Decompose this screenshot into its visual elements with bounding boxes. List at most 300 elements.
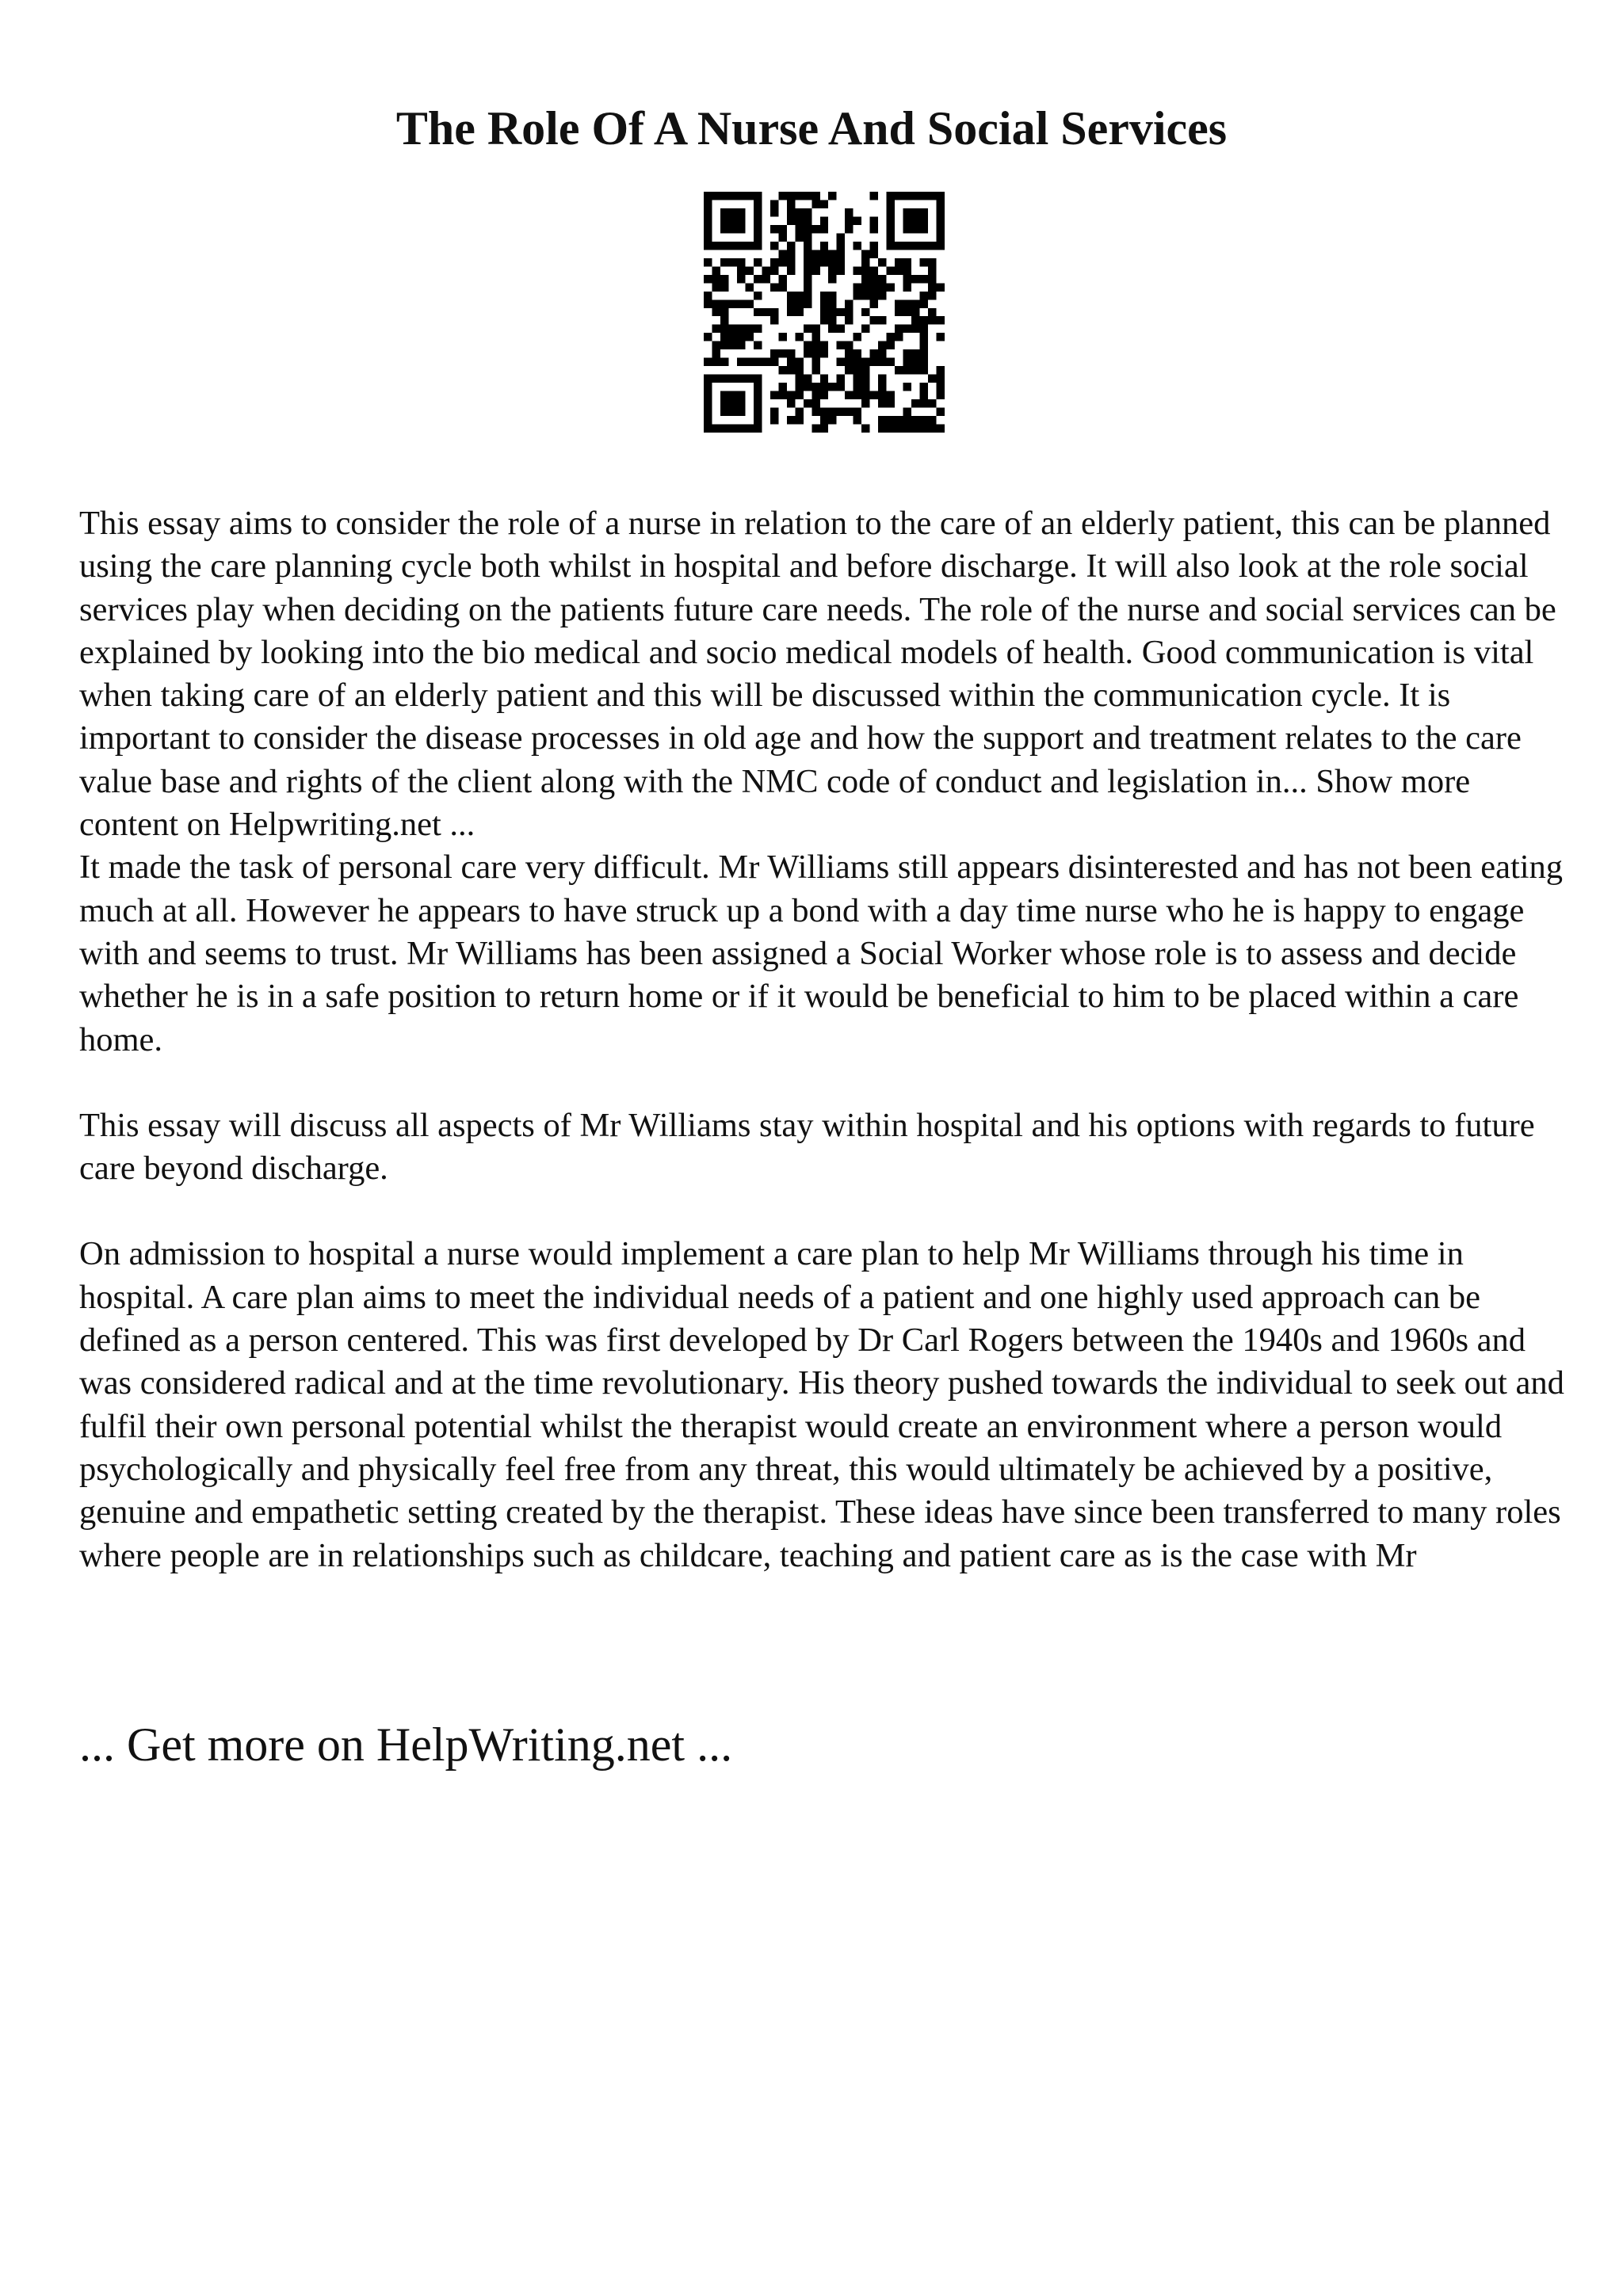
qr-module xyxy=(712,192,720,200)
qr-module xyxy=(828,325,836,333)
qr-module xyxy=(762,358,769,366)
qr-module xyxy=(737,208,745,216)
qr-module xyxy=(903,325,911,333)
qr-module xyxy=(878,316,886,324)
qr-module xyxy=(754,208,762,216)
qr-module xyxy=(745,283,753,291)
qr-module xyxy=(937,316,945,324)
qr-module xyxy=(720,208,728,216)
qr-module xyxy=(928,292,936,299)
qr-module xyxy=(820,341,828,349)
qr-module xyxy=(704,208,712,216)
qr-module xyxy=(754,308,762,316)
qr-module xyxy=(704,233,712,241)
qr-module xyxy=(728,216,736,224)
qr-module xyxy=(754,358,762,366)
qr-module xyxy=(720,316,728,324)
qr-module xyxy=(812,333,819,341)
qr-module xyxy=(704,358,712,366)
qr-module xyxy=(720,258,728,266)
qr-module xyxy=(804,375,812,383)
qr-module xyxy=(845,225,853,233)
qr-module xyxy=(820,391,828,399)
qr-module xyxy=(878,283,886,291)
qr-module xyxy=(920,399,928,407)
qr-module xyxy=(920,299,928,307)
qr-module xyxy=(903,258,911,266)
qr-module xyxy=(928,192,936,200)
qr-module xyxy=(861,258,869,266)
qr-module xyxy=(720,391,728,399)
qr-module xyxy=(720,192,728,200)
qr-module xyxy=(887,208,895,216)
qr-module xyxy=(861,366,869,374)
qr-module xyxy=(903,283,911,291)
qr-module xyxy=(854,366,861,374)
qr-module xyxy=(920,325,928,333)
qr-module xyxy=(820,408,828,416)
qr-module xyxy=(903,349,911,357)
qr-module xyxy=(762,275,769,283)
qr-module xyxy=(861,358,869,366)
qr-module xyxy=(778,233,786,241)
qr-module xyxy=(728,341,736,349)
qr-module xyxy=(878,275,886,283)
qr-module xyxy=(778,225,786,233)
qr-module xyxy=(878,292,886,299)
qr-module xyxy=(770,358,778,366)
qr-module xyxy=(754,225,762,233)
qr-module xyxy=(861,391,869,399)
qr-module xyxy=(728,258,736,266)
qr-module xyxy=(737,325,745,333)
qr-module xyxy=(870,250,878,257)
qr-module xyxy=(754,242,762,250)
qr-module xyxy=(828,416,836,424)
qr-module xyxy=(854,375,861,383)
qr-module xyxy=(845,208,853,216)
qr-module xyxy=(937,192,945,200)
qr-module xyxy=(704,391,712,399)
qr-module xyxy=(720,358,728,366)
qr-module xyxy=(870,283,878,291)
qr-module xyxy=(887,192,895,200)
qr-module xyxy=(795,192,803,200)
qr-module xyxy=(920,192,928,200)
qr-module xyxy=(878,416,886,424)
qr-module xyxy=(787,292,795,299)
qr-module xyxy=(720,283,728,291)
qr-module xyxy=(770,225,778,233)
qr-module xyxy=(754,216,762,224)
qr-module xyxy=(887,425,895,433)
qr-module xyxy=(911,316,919,324)
qr-module xyxy=(754,383,762,391)
paragraph-care-plan: On admission to hospital a nurse would implement a care plan to help Mr Williams through his time in hospital. A care plan aims to meet the individual needs of a patient and one highly used approach can be defined as a person centered. This was first developed by Dr Carl Rogers between the 1940s and 1960s and was considered radical and at the time revolutionary. His theory pushed towards the individual to seek out and fulfil their own personal potential whilst the therapist would create an environment where a person would psychologically and physically feel free from any threat, this would ultimately be achieved by a positive, genuine and empathetic setting created by the therapist. These ideas have since been transferred to many roles where people are in relationships such as childcare, teaching and patient care as is the case with Mr xyxy=(79,1235,1564,1574)
document-body xyxy=(79,502,1569,1577)
qr-module xyxy=(787,366,795,374)
qr-module xyxy=(937,242,945,250)
qr-module xyxy=(828,250,836,257)
qr-module xyxy=(787,192,795,200)
qr-module xyxy=(861,383,869,391)
qr-module xyxy=(861,292,869,299)
qr-module xyxy=(895,242,903,250)
qr-module xyxy=(837,242,845,250)
qr-module xyxy=(720,399,728,407)
qr-module xyxy=(911,366,919,374)
qr-module xyxy=(804,258,812,266)
qr-module xyxy=(903,275,911,283)
qr-module xyxy=(812,266,819,274)
qr-module xyxy=(804,266,812,274)
qr-module xyxy=(787,250,795,257)
qr-module xyxy=(812,225,819,233)
qr-module xyxy=(804,341,812,349)
qr-module xyxy=(720,216,728,224)
qr-module xyxy=(920,366,928,374)
qr-module xyxy=(920,242,928,250)
qr-module xyxy=(754,399,762,407)
qr-module xyxy=(854,349,861,357)
qr-module xyxy=(745,425,753,433)
qr-module xyxy=(828,408,836,416)
qr-module xyxy=(837,341,845,349)
qr-module xyxy=(854,383,861,391)
qr-module xyxy=(720,408,728,416)
qr-module xyxy=(911,325,919,333)
qr-module xyxy=(754,325,762,333)
qr-module xyxy=(828,316,836,324)
qr-module xyxy=(820,200,828,208)
qr-module xyxy=(828,299,836,307)
qr-module xyxy=(754,391,762,399)
qr-module xyxy=(704,383,712,391)
qr-module xyxy=(820,416,828,424)
qr-module xyxy=(937,375,945,383)
qr-module xyxy=(928,275,936,283)
qr-module xyxy=(728,299,736,307)
qr-module xyxy=(828,192,836,200)
qr-module xyxy=(861,283,869,291)
qr-module xyxy=(903,266,911,274)
qr-module xyxy=(911,216,919,224)
qr-module xyxy=(828,258,836,266)
qr-module xyxy=(754,292,762,299)
qr-module xyxy=(795,208,803,216)
qr-module xyxy=(878,383,886,391)
qr-module xyxy=(770,200,778,208)
qr-module xyxy=(745,333,753,341)
qr-module xyxy=(911,349,919,357)
paragraph-intro: This essay aims to consider the role of a nurse in relation to the care of an elderly patient, this can be planned using the care planning cycle both whilst in hospital and before discharge. It will also look at the role social services play when deciding on the patients future care needs. The role of the nurse and social services can be explained by looking into the bio medical and socio medical models of health. Good communication is vital when taking care of an elderly patient and this will be discussed within the communication cycle. It is important to consider the disease processes in old age and how the support and treatment relates to the care value base and rights of the client along with the NMC code of conduct and legislation in... Show more content on Helpwriting.net ... xyxy=(79,505,1556,844)
qr-module xyxy=(854,242,861,250)
qr-module xyxy=(854,408,861,416)
qr-module xyxy=(887,358,895,366)
qr-module xyxy=(787,399,795,407)
qr-module xyxy=(920,425,928,433)
qr-module xyxy=(745,325,753,333)
qr-module xyxy=(812,408,819,416)
qr-module xyxy=(812,325,819,333)
qr-module xyxy=(828,308,836,316)
qr-module xyxy=(720,325,728,333)
qr-module xyxy=(704,299,712,307)
qr-module xyxy=(937,200,945,208)
qr-module xyxy=(712,275,720,283)
qr-module xyxy=(754,341,762,349)
qr-module xyxy=(754,416,762,424)
qr-module xyxy=(845,299,853,307)
qr-module xyxy=(837,250,845,257)
qr-module xyxy=(720,299,728,307)
qr-module xyxy=(795,292,803,299)
qr-module xyxy=(720,308,728,316)
qr-module xyxy=(778,391,786,399)
get-more-link[interactable]: ... Get more on HelpWriting.net ... xyxy=(79,1718,733,1771)
qr-module xyxy=(778,275,786,283)
qr-module xyxy=(787,391,795,399)
qr-module xyxy=(812,425,819,433)
qr-module xyxy=(820,316,828,324)
qr-module xyxy=(745,192,753,200)
qr-module xyxy=(911,358,919,366)
qr-module xyxy=(778,383,786,391)
qr-module xyxy=(712,266,720,274)
qr-module xyxy=(712,358,720,366)
qr-module xyxy=(804,275,812,283)
qr-module xyxy=(937,208,945,216)
qr-module xyxy=(720,341,728,349)
qr-module xyxy=(812,192,819,200)
qr-module xyxy=(770,416,778,424)
qr-module xyxy=(812,341,819,349)
qr-module xyxy=(920,391,928,399)
qr-module xyxy=(770,408,778,416)
qr-module xyxy=(878,375,886,383)
qr-module xyxy=(762,266,769,274)
qr-module xyxy=(737,266,745,274)
qr-module xyxy=(820,375,828,383)
qr-module xyxy=(903,192,911,200)
qr-module xyxy=(778,258,786,266)
qr-module xyxy=(728,408,736,416)
qr-module xyxy=(812,358,819,366)
qr-module xyxy=(887,399,895,407)
document-title: The Role Of A Nurse And Social Services xyxy=(395,102,1228,154)
qr-module xyxy=(870,292,878,299)
qr-module xyxy=(845,308,853,316)
qr-module xyxy=(837,325,845,333)
qr-module xyxy=(887,341,895,349)
qr-module xyxy=(928,425,936,433)
qr-module xyxy=(845,216,853,224)
qr-module xyxy=(795,308,803,316)
qr-module xyxy=(754,408,762,416)
qr-module xyxy=(804,216,812,224)
qr-module xyxy=(928,399,936,407)
qr-module xyxy=(787,266,795,274)
qr-module xyxy=(704,275,712,283)
qr-module xyxy=(812,349,819,357)
qr-module xyxy=(704,333,712,341)
qr-module xyxy=(704,399,712,407)
qr-module xyxy=(870,192,878,200)
qr-module xyxy=(903,299,911,307)
qr-module xyxy=(895,416,903,424)
qr-module xyxy=(737,242,745,250)
qr-module xyxy=(712,299,720,307)
qr-module xyxy=(804,283,812,291)
qr-module xyxy=(704,292,712,299)
qr-module xyxy=(795,358,803,366)
qr-module xyxy=(928,266,936,274)
qr-module xyxy=(854,216,861,224)
qr-module xyxy=(804,299,812,307)
qr-module xyxy=(937,366,945,374)
qr-module xyxy=(728,391,736,399)
qr-module xyxy=(828,292,836,299)
qr-module xyxy=(704,375,712,383)
qr-module xyxy=(787,258,795,266)
qr-module xyxy=(770,349,778,357)
qr-module xyxy=(712,425,720,433)
qr-module xyxy=(704,416,712,424)
qr-module xyxy=(895,308,903,316)
qr-module xyxy=(920,358,928,366)
qr-module xyxy=(878,341,886,349)
qr-module xyxy=(804,292,812,299)
qr-module xyxy=(828,383,836,391)
qr-module xyxy=(845,358,853,366)
qr-module xyxy=(837,233,845,241)
qr-module xyxy=(804,349,812,357)
qr-module xyxy=(770,208,778,216)
qr-module xyxy=(920,225,928,233)
qr-module xyxy=(937,383,945,391)
qr-module xyxy=(812,399,819,407)
qr-module xyxy=(870,275,878,283)
qr-module xyxy=(754,233,762,241)
qr-module xyxy=(828,266,836,274)
qr-module xyxy=(837,383,845,391)
paragraph-mr-williams: It made the task of personal care very difficult. Mr Williams still appears disinterested and has not been eating much at all. However he appears to have struck up a bond with a day time nurse who he is happy to engage with and seems to trust. Mr Williams has been assigned a Social Worker whose role is to assess and decide whether he is in a safe position to return home or if it would be beneficial to him to be placed within a care home. xyxy=(79,849,1564,1058)
qr-module xyxy=(928,308,936,316)
qr-module xyxy=(820,425,828,433)
qr-module xyxy=(878,425,886,433)
qr-module xyxy=(778,283,786,291)
qr-module xyxy=(870,266,878,274)
qr-module xyxy=(745,299,753,307)
qr-module xyxy=(903,366,911,374)
qr-module xyxy=(704,216,712,224)
qr-module xyxy=(895,325,903,333)
qr-module xyxy=(887,233,895,241)
qr-module xyxy=(787,200,795,208)
qr-module xyxy=(728,333,736,341)
qr-module xyxy=(704,242,712,250)
qr-module xyxy=(737,375,745,383)
qr-module xyxy=(887,266,895,274)
qr-module xyxy=(795,225,803,233)
qr-module xyxy=(720,225,728,233)
qr-module xyxy=(737,225,745,233)
qr-module xyxy=(770,283,778,291)
qr-module xyxy=(720,333,728,341)
qr-module xyxy=(903,308,911,316)
qr-module xyxy=(704,258,712,266)
qr-module xyxy=(903,216,911,224)
qr-module xyxy=(928,316,936,324)
qr-module xyxy=(887,200,895,208)
qr-module xyxy=(920,416,928,424)
qr-module xyxy=(778,333,786,341)
qr-module xyxy=(745,266,753,274)
qr-module xyxy=(704,200,712,208)
qr-module xyxy=(861,266,869,274)
qr-module xyxy=(878,258,886,266)
qr-module xyxy=(870,225,878,233)
qr-module xyxy=(745,358,753,366)
qr-module xyxy=(854,358,861,366)
qr-module xyxy=(804,383,812,391)
qr-module xyxy=(845,316,853,324)
qr-module xyxy=(720,425,728,433)
qr-module xyxy=(820,292,828,299)
qr-module xyxy=(745,242,753,250)
qr-module xyxy=(903,242,911,250)
qr-module xyxy=(937,425,945,433)
qr-module xyxy=(911,225,919,233)
qr-module xyxy=(728,242,736,250)
qr-module xyxy=(937,408,945,416)
qr-module xyxy=(754,375,762,383)
qr-module xyxy=(795,299,803,307)
qr-module xyxy=(878,399,886,407)
qr-module xyxy=(745,375,753,383)
qr-module xyxy=(754,200,762,208)
qr-module xyxy=(903,225,911,233)
qr-module xyxy=(795,391,803,399)
qr-module xyxy=(903,425,911,433)
qr-module xyxy=(804,250,812,257)
qr-module xyxy=(845,391,853,399)
qr-module xyxy=(828,275,836,283)
qr-module xyxy=(712,341,720,349)
qr-module xyxy=(712,349,720,357)
qr-module xyxy=(937,283,945,291)
qr-module xyxy=(812,200,819,208)
qr-module xyxy=(728,375,736,383)
qr-module xyxy=(737,275,745,283)
qr-module xyxy=(861,425,869,433)
qr-module xyxy=(928,416,936,424)
qr-module xyxy=(861,308,869,316)
qr-module xyxy=(837,375,845,383)
qr-module xyxy=(920,316,928,324)
qr-module xyxy=(720,242,728,250)
qr-module xyxy=(903,383,911,391)
qr-module xyxy=(895,266,903,274)
qr-module xyxy=(845,366,853,374)
qr-module xyxy=(754,275,762,283)
qr-module xyxy=(820,216,828,224)
qr-module xyxy=(920,349,928,357)
qr-module xyxy=(920,383,928,391)
qr-module xyxy=(937,233,945,241)
qr-module xyxy=(861,325,869,333)
qr-module xyxy=(770,316,778,324)
